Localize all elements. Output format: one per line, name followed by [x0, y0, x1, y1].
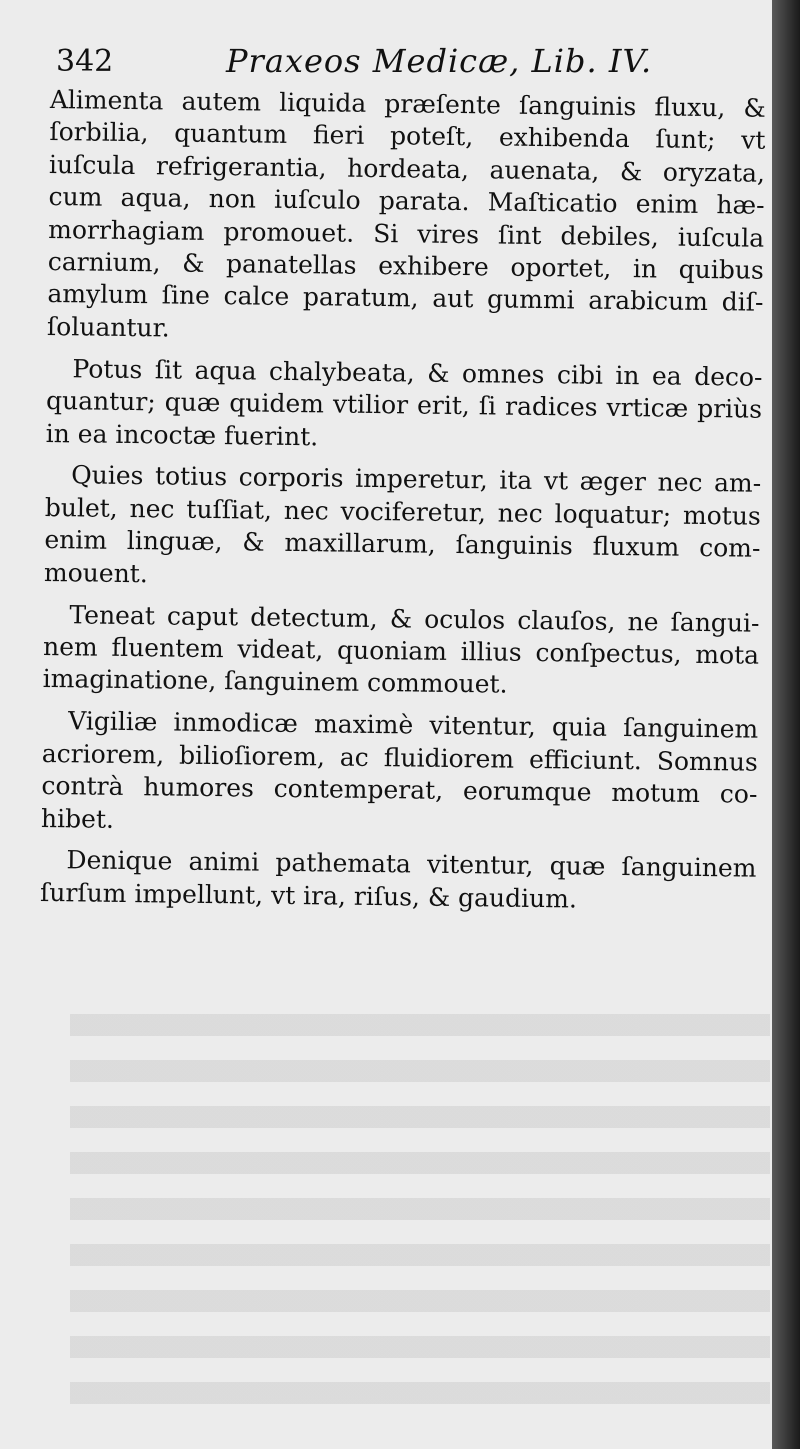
text-line: nem fluentem videat, quoniam illius conſpectus, mota [42, 631, 760, 670]
text-line: in ea incoctæ fuerint. [45, 418, 319, 451]
page-number: 342 [56, 44, 114, 79]
text-line: Alimenta autem liquida præſente ſanguinis fluxu, & [49, 84, 766, 123]
running-title: Praxeos Medicæ, Lib. IV. [226, 42, 653, 80]
paragraph-5 [41, 705, 759, 843]
text-line: iuſcula refrigerantia, hordeata, auenata, & oryzata, [48, 149, 766, 188]
text-line: amylum ſine calce paratum, aut gummi arabicum diſ- [47, 279, 764, 318]
text-line: Vigiliæ inmodicæ maximè vitentur, quia ſanguinem [68, 706, 759, 745]
paragraph-3 [44, 459, 762, 597]
paragraph-6 [40, 844, 757, 918]
text-line: bulet, nec tuſſiat, nec vociferetur, nec loquatur; motus [44, 492, 761, 531]
text-line: carnium, & panatellas exhibere oportet, in quibus [47, 247, 764, 285]
text-line: quantur; quæ quidem vtilior erit, ſi radices vrticæ priùs [45, 386, 763, 424]
body-text [40, 84, 766, 927]
paragraph-2 [46, 353, 763, 459]
paragraph-4 [43, 599, 760, 705]
paragraph-1 [47, 84, 766, 352]
text-line: enim linguæ, & maxillarum, ſanguinis fluxum com- [44, 525, 761, 563]
show-through-text [70, 1000, 770, 1420]
text-line: ſurſum impellunt, vt ira, riſus, & gaudium. [39, 877, 578, 914]
text-line: Potus ſit aqua chalybeata, & omnes cibi in ea deco- [72, 354, 763, 392]
text-line: contrà humores contemperat, eorumque motum co- [41, 771, 758, 809]
text-line: acriorem, bilioſiorem, ac fluidiorem efficiunt. Somnus [41, 738, 758, 777]
text-line: Quies totius corporis imperetur, ita vt æger nec am- [71, 460, 762, 499]
text-line: imaginatione, ſanguinem commouet. [42, 664, 508, 700]
text-line: ſorbilia, quantum fieri poteſt, exhibenda ſunt; vt [49, 117, 766, 156]
book-binding-shadow [772, 0, 800, 1449]
text-line: morrhagiam promouet. Si vires ſint debiles, iuſcula [48, 214, 765, 253]
text-line: cum aqua, non iuſculo parata. Maſticatio enim hæ- [48, 182, 765, 220]
text-line: hibet. [40, 803, 115, 834]
text-line: Teneat caput detectum, & oculos clauſos, ne ſangui- [69, 599, 760, 638]
page-header [56, 40, 756, 90]
text-line: mouent. [43, 557, 148, 588]
text-line: Denique animi pathemata vitentur, quæ ſanguinem [66, 845, 757, 884]
text-line: ſoluantur. [46, 311, 170, 343]
